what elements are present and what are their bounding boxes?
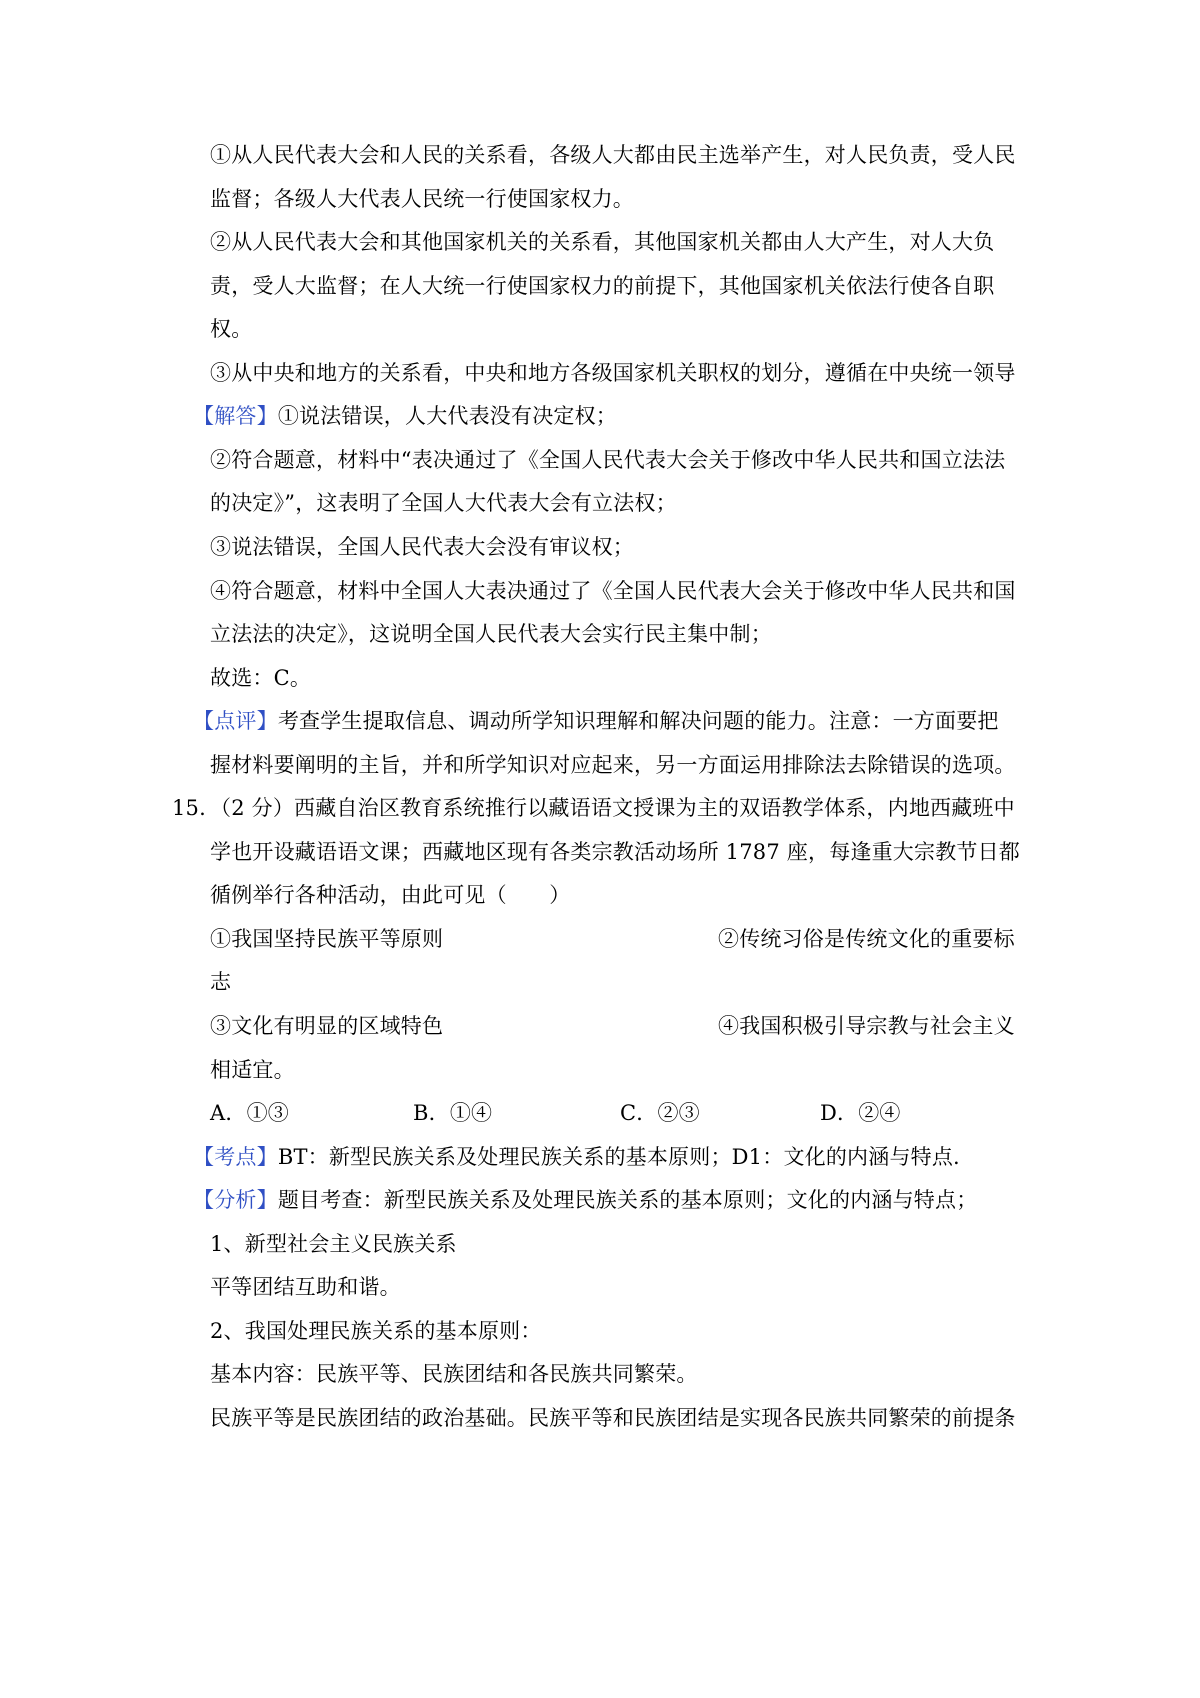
text-line: [210, 488, 1030, 518]
text-line: [210, 532, 1030, 562]
answer-option[interactable]: D．②④: [820, 1101, 901, 1125]
line-text: 2、我国处理民族关系的基本原则：: [210, 1319, 542, 1343]
line-text: 监督；各级人大代表人民统一行使国家权力。: [210, 187, 634, 211]
line-text: ①说法错误，人大代表没有决定权；: [277, 404, 618, 428]
text-line: [210, 1229, 1030, 1259]
line-text: 学也开设藏语语文课；西藏地区现有各类宗教活动场所 1787 座，每逢重大宗教节日都: [210, 840, 1020, 864]
statement-left: ③文化有明显的区域特色: [210, 1014, 444, 1038]
line-text: 考查学生提取信息、调动所学知识理解和解决问题的能力。注意：一方面要把: [277, 709, 999, 733]
section-tag: 【点评】: [193, 709, 278, 733]
line-text: 权。: [210, 317, 253, 341]
line-text: ③说法错误，全国人民代表大会没有审议权；: [210, 535, 634, 559]
statement-left: ①我国坚持民族平等原则: [210, 927, 444, 951]
text-line: [210, 358, 1030, 388]
line-text: 民族平等是民族团结的政治基础。民族平等和民族团结是实现各民族共同繁荣的前提条: [210, 1406, 1016, 1430]
statement-right: ②传统习俗是传统文化的重要标: [718, 927, 1015, 951]
line-text: 的决定》”，这表明了全国人大代表大会有立法权；: [210, 491, 677, 515]
text-line: [210, 663, 1030, 693]
text-line: [210, 880, 1030, 910]
line-text: 循例举行各种活动，由此可见（ ）: [210, 883, 571, 907]
text-line: [210, 576, 1030, 606]
text-line: [210, 271, 1030, 301]
text-line: [193, 1142, 1013, 1172]
line-text: 题目考查：新型民族关系及处理民族关系的基本原则；文化的内涵与特点；: [277, 1188, 978, 1212]
line-text: ④符合题意，材料中全国人大表决通过了《全国人民代表大会关于修改中华人民共和国: [210, 579, 1016, 603]
text-line: [210, 140, 1030, 170]
line-text: 故选：C。: [210, 666, 312, 690]
text-line: [210, 619, 1030, 649]
question-stem: （2 分）西藏自治区教育系统推行以藏语语文授课为主的双语教学体系，内地西藏班中: [210, 796, 1015, 820]
line-text: 1、新型社会主义民族关系: [210, 1232, 457, 1256]
text-line: [210, 1272, 1030, 1302]
section-tag: 【分析】: [193, 1188, 278, 1212]
text-line: [193, 1185, 1013, 1215]
text-line: [210, 967, 1030, 997]
section-tag: 【考点】: [193, 1145, 278, 1169]
text-line: [210, 1055, 1030, 1085]
answer-option[interactable]: B．①④: [413, 1101, 493, 1125]
text-line: [210, 924, 1030, 954]
line-text: 责，受人大监督；在人大统一行使国家权力的前提下，其他国家机关依法行使各自职: [210, 274, 995, 298]
answer-option[interactable]: A．①③: [210, 1101, 289, 1125]
text-line: [210, 1359, 1030, 1389]
text-line: [210, 227, 1030, 257]
line-text: 立法法的决定》，这说明全国人民代表大会实行民主集中制；: [210, 622, 772, 646]
answer-option[interactable]: C．②③: [620, 1101, 700, 1125]
line-text: 相适宜。: [210, 1058, 295, 1082]
line-text: ②符合题意，材料中“表决通过了《全国人民代表大会关于修改中华人民共和国立法法: [210, 448, 1006, 472]
text-line: [193, 401, 1013, 431]
line-text: 平等团结互助和谐。: [210, 1275, 401, 1299]
text-line: [210, 750, 1030, 780]
line-text: ③从中央和地方的关系看，中央和地方各级国家机关职权的划分，遵循在中央统一领导: [210, 361, 1016, 385]
text-line: [210, 1403, 1030, 1433]
statement-right: ④我国积极引导宗教与社会主义: [718, 1014, 1015, 1038]
text-line: [210, 184, 1030, 214]
text-line: [210, 1316, 1030, 1346]
question-number: 15.: [172, 796, 206, 820]
line-text: 志: [210, 970, 232, 994]
line-text: ②从人民代表大会和其他国家机关的关系看，其他国家机关都由人大产生，对人大负: [210, 230, 995, 254]
text-line: [193, 706, 1013, 736]
line-text: 基本内容：民族平等、民族团结和各民族共同繁荣。: [210, 1362, 698, 1386]
line-text: BT：新型民族关系及处理民族关系的基本原则；D1：文化的内涵与特点.: [277, 1145, 960, 1169]
text-line: [210, 314, 1030, 344]
line-text: ①从人民代表大会和人民的关系看，各级人大都由民主选举产生，对人民负责，受人民: [210, 143, 1016, 167]
text-line: [210, 445, 1030, 475]
text-line: [210, 1011, 1030, 1041]
text-line: [210, 837, 1030, 867]
section-tag: 【解答】: [193, 404, 278, 428]
line-text: 握材料要阐明的主旨，并和所学知识对应起来，另一方面运用排除法去除错误的选项。: [210, 753, 1016, 777]
